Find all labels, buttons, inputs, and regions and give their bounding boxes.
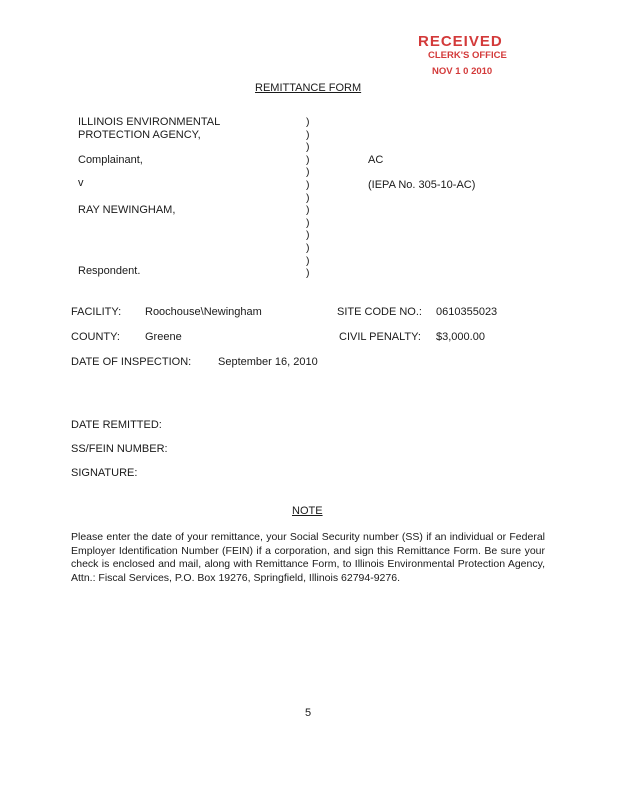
county-label: COUNTY: bbox=[71, 331, 120, 343]
complainant-label: Complainant, bbox=[78, 154, 143, 166]
civil-penalty-value: $3,000.00 bbox=[436, 331, 485, 343]
date-remitted-label: DATE REMITTED: bbox=[71, 419, 162, 431]
site-code-value: 0610355023 bbox=[436, 306, 498, 318]
ssfein-label: SS/FEIN NUMBER: bbox=[71, 443, 168, 455]
facility-label: FACILITY: bbox=[71, 306, 122, 318]
caption-parentheses: ) ) ) ) ) ) ) ) ) ) ) ) ) bbox=[306, 116, 310, 280]
signature-label: SIGNATURE: bbox=[71, 467, 138, 479]
site-code-label: SITE CODE NO.: bbox=[337, 306, 422, 318]
respondent-label: Respondent. bbox=[78, 265, 141, 277]
versus-label: v bbox=[78, 177, 84, 189]
case-type: AC bbox=[368, 154, 384, 166]
form-title: REMITTANCE FORM bbox=[255, 82, 362, 94]
page-number: 5 bbox=[305, 707, 312, 719]
received-stamp-office: CLERK'S OFFICE bbox=[428, 50, 507, 61]
inspection-date-value: September 16, 2010 bbox=[218, 356, 318, 368]
party1-line1: ILLINOIS ENVIRONMENTAL bbox=[78, 116, 221, 128]
note-heading: NOTE bbox=[292, 505, 323, 517]
party1-line2: PROTECTION AGENCY, bbox=[78, 129, 201, 141]
county-value: Greene bbox=[145, 331, 182, 343]
received-stamp: RECEIVED bbox=[418, 33, 503, 50]
iepa-number: (IEPA No. 305-10-AC) bbox=[368, 179, 476, 191]
note-body: Please enter the date of your remittance, your Social Security number (SS) if an individual or Federal Employer Identification Number (FEIN) if a corporation, and sign this Remittance Form. Be sure your check is enclosed and mail, along with Remittance Form, to Illinois Environmental Protection Agency, Attn.: Fiscal Services, P.O. Box 19276, Springfield, Illinois 62794-9276. bbox=[71, 531, 545, 584]
civil-penalty-label: CIVIL PENALTY: bbox=[339, 331, 421, 343]
facility-value: Roochouse\Newingham bbox=[145, 306, 262, 318]
received-stamp-date: NOV 1 0 2010 bbox=[432, 66, 493, 77]
inspection-date-label: DATE OF INSPECTION: bbox=[71, 356, 192, 368]
party2-name: RAY NEWINGHAM, bbox=[78, 204, 176, 216]
